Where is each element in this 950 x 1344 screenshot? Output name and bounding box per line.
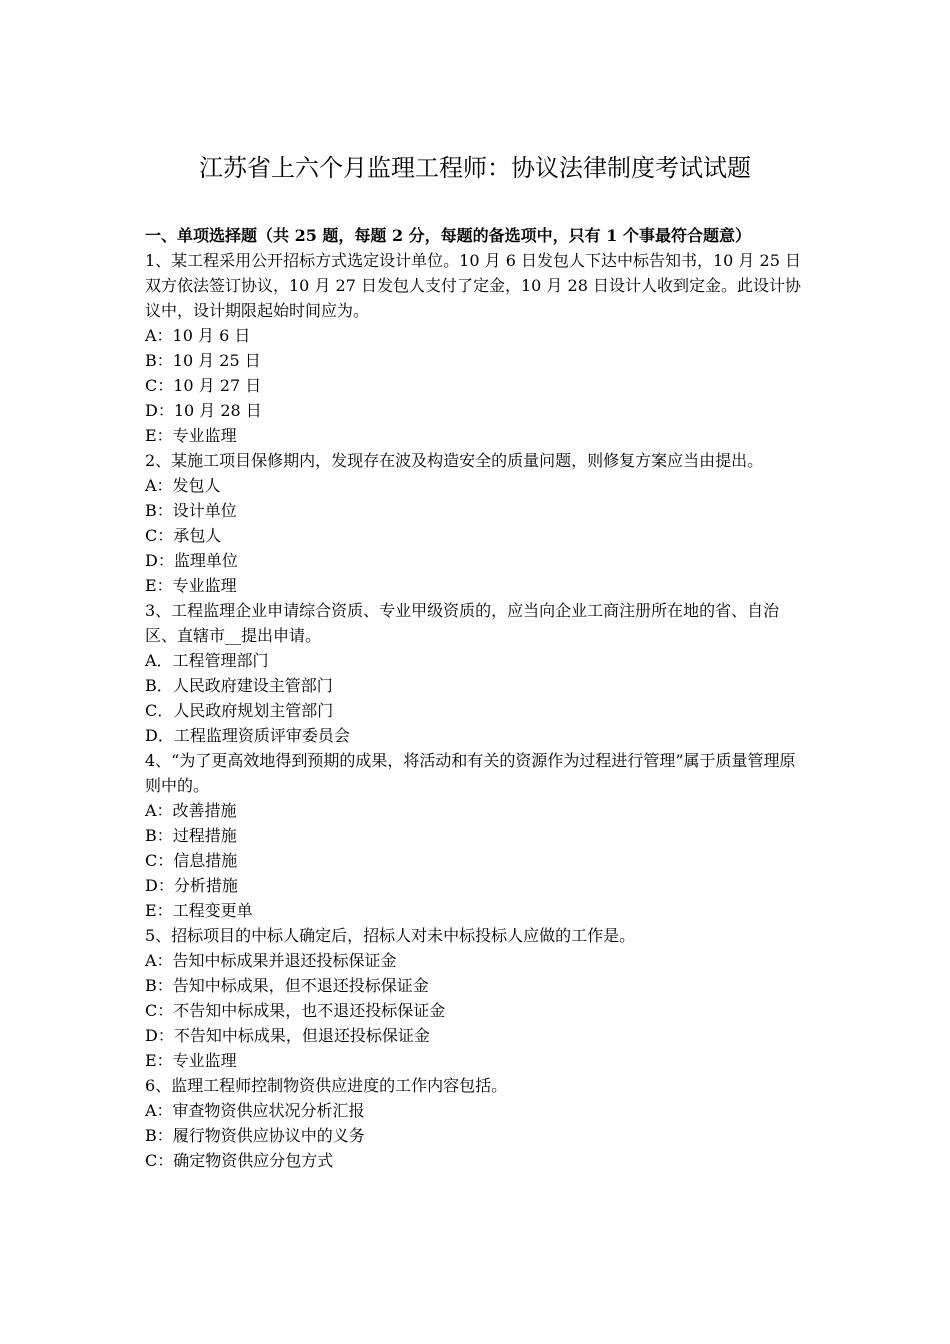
question-4 xyxy=(145,748,810,923)
option-b: B：履行物资供应协议中的义务 xyxy=(145,1126,365,1145)
question-3 xyxy=(145,598,810,748)
option-a: A：发包人 xyxy=(145,476,221,495)
option-list xyxy=(145,323,810,448)
option-c: C．人民政府规划主管部门 xyxy=(145,701,334,720)
option-d: D：10 月 28 日 xyxy=(145,401,262,420)
option-c: C：确定物资供应分包方式 xyxy=(145,1151,334,1170)
question-text: 1、某工程采用公开招标方式选定设计单位。10 月 6 日发包人下达中标告知书，10 月 25 日双方依法签订协议，10 月 27 日发包人支付了定金，10 月 28 日设计人收到定金。此设计协议中，设计期限起始时间应为。 xyxy=(145,251,801,320)
question-text: 4、“为了更高效地得到预期的成果，将活动和有关的资源作为过程进行管理”属于质量管理原则中的。 xyxy=(145,751,796,795)
option-b: B．人民政府建设主管部门 xyxy=(145,676,333,695)
question-text: 3、工程监理企业申请综合资质、专业甲级资质的，应当向企业工商注册所在地的省、自治区、直辖市__提出申请。 xyxy=(145,601,780,645)
question-1 xyxy=(145,248,810,448)
question-text: 5、招标项目的中标人确定后，招标人对未中标投标人应做的工作是。 xyxy=(145,926,636,945)
option-list xyxy=(145,798,810,923)
question-2 xyxy=(145,448,810,598)
option-d: D：分析措施 xyxy=(145,876,238,895)
option-d: D．工程监理资质评审委员会 xyxy=(145,726,350,745)
option-b: B：设计单位 xyxy=(145,501,237,520)
document-body xyxy=(145,223,810,1173)
option-d: D：不告知中标成果，但退还投标保证金 xyxy=(145,1026,430,1045)
document-title: 江苏省上六个月监理工程师：协议法律制度考试试题 xyxy=(199,154,751,182)
option-c: C：承包人 xyxy=(145,526,222,545)
option-c: C：10 月 27 日 xyxy=(145,376,262,395)
option-b: B：10 月 25 日 xyxy=(145,351,261,370)
option-c: C：信息措施 xyxy=(145,851,238,870)
option-list xyxy=(145,1098,810,1173)
option-list xyxy=(145,473,810,598)
option-list xyxy=(145,948,810,1073)
question-text: 6、监理工程师控制物资供应进度的工作内容包括。 xyxy=(145,1076,508,1095)
option-a: A：10 月 6 日 xyxy=(145,326,251,345)
option-e: E：工程变更单 xyxy=(145,901,253,920)
option-b: B：告知中标成果，但不退还投标保证金 xyxy=(145,976,429,995)
option-c: C：不告知中标成果，也不退还投标保证金 xyxy=(145,1001,446,1020)
option-e: E：专业监理 xyxy=(145,426,237,445)
option-a: A：审查物资供应状况分析汇报 xyxy=(145,1101,365,1120)
option-a: A．工程管理部门 xyxy=(145,651,269,670)
question-text: 2、某施工项目保修期内，发现存在波及构造安全的质量问题，则修复方案应当由提出。 xyxy=(145,451,764,470)
option-a: A：告知中标成果并退还投标保证金 xyxy=(145,951,397,970)
option-e: E：专业监理 xyxy=(145,1051,237,1070)
option-a: A：改善措施 xyxy=(145,801,237,820)
question-5 xyxy=(145,923,810,1073)
section-heading: 一、单项选择题（共 25 题，每题 2 分，每题的备选项中，只有 1 个事最符合题意） xyxy=(145,226,751,245)
option-list xyxy=(145,648,810,748)
option-e: E：专业监理 xyxy=(145,576,237,595)
question-6 xyxy=(145,1073,810,1173)
option-d: D：监理单位 xyxy=(145,551,238,570)
option-b: B：过程措施 xyxy=(145,826,237,845)
